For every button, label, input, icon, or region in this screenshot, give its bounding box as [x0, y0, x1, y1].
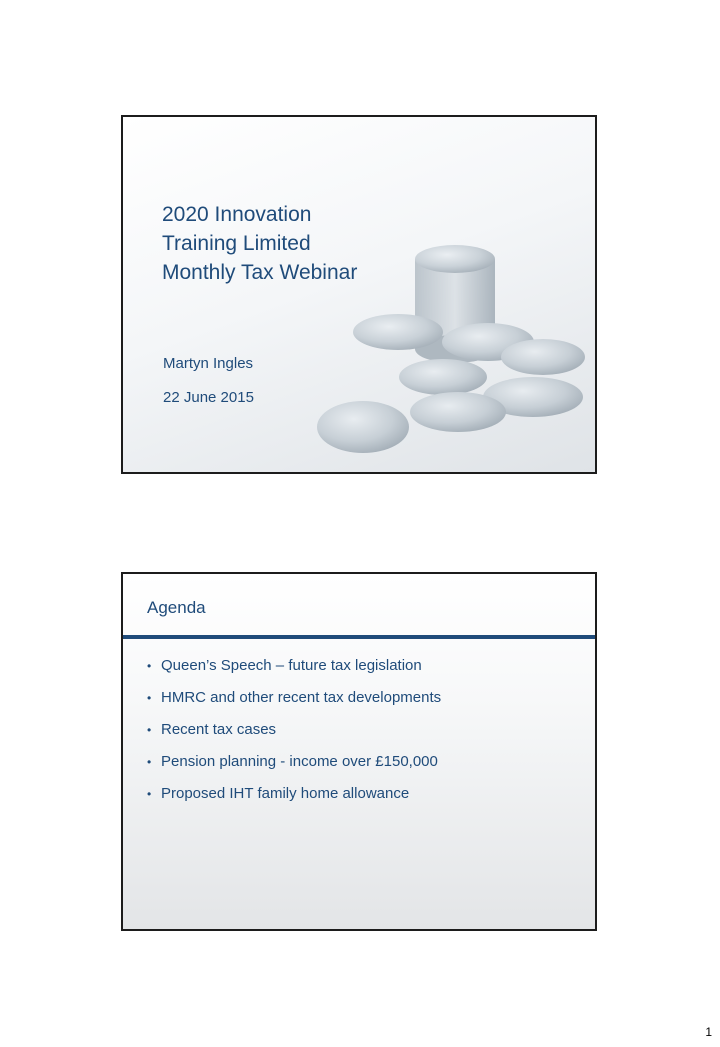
bullet-icon: • [147, 723, 152, 737]
agenda-item: • HMRC and other recent tax developments [147, 689, 442, 706]
bullet-icon: • [147, 691, 152, 705]
title-slide [121, 115, 597, 474]
agenda-item: • Proposed IHT family home allowance [147, 785, 410, 802]
slide-title [162, 200, 357, 287]
bullet-icon: • [147, 659, 152, 673]
slide-title-line-2: Training Limited [162, 232, 311, 255]
presenter-name: Martyn Ingles [163, 355, 254, 372]
agenda-title: Agenda [147, 598, 206, 617]
presentation-date: 22 June 2015 [163, 389, 254, 406]
agenda-slide [121, 572, 597, 931]
agenda-list [147, 656, 441, 816]
agenda-item: • Queen’s Speech – future tax legislation [147, 657, 422, 674]
title-divider [123, 635, 595, 639]
agenda-item: • Pension planning - income over £150,000 [147, 753, 438, 770]
bullet-icon: • [147, 755, 152, 769]
slide-title-line-3: Monthly Tax Webinar [162, 261, 358, 284]
page-number: 1 [705, 1025, 712, 1039]
agenda-item: • Recent tax cases [147, 721, 277, 738]
bullet-icon: • [147, 787, 152, 801]
slide-title-line-1: 2020 Innovation [162, 203, 312, 226]
